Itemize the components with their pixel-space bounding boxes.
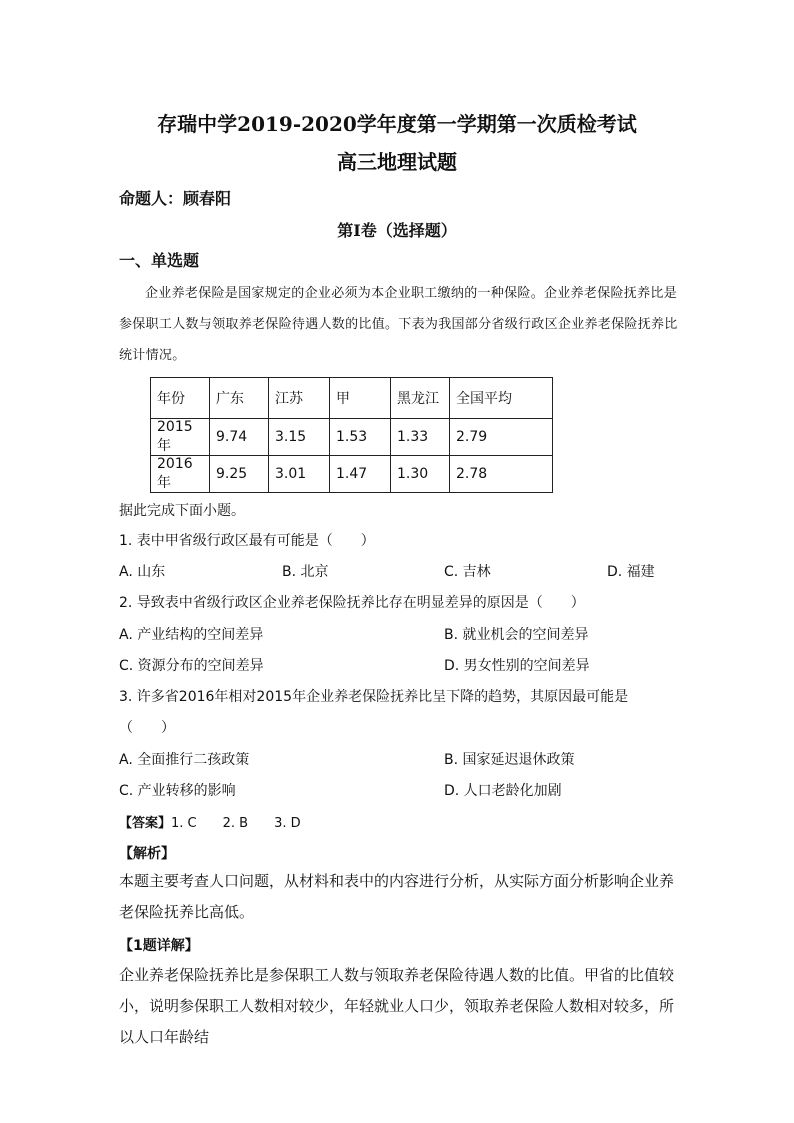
- question-2-option-c[interactable]: C. 资源分布的空间差异: [119, 658, 264, 674]
- question-3-option-b[interactable]: B. 国家延迟退休政策: [444, 752, 575, 768]
- question-1-option-a[interactable]: A. 山东: [119, 564, 166, 580]
- table-cell: 1.47: [330, 456, 391, 493]
- table-header-cell: 甲: [330, 378, 391, 419]
- exam-title: 存瑞中学2019-2020学年度第一学期第一次质检考试: [157, 112, 637, 136]
- analysis-text: 本题主要考查人口问题，从材料和表中的内容进行分析，从实际方面分析影响企业养老保险抚养比高低。: [119, 872, 675, 921]
- answer-label: 【答案】: [119, 816, 172, 831]
- question-2-stem: 2. 导致表中省级行政区企业养老保险抚养比存在明显差异的原因是（ ）: [119, 595, 585, 611]
- question-3-option-c[interactable]: C. 产业转移的影响: [119, 783, 236, 799]
- exam-subtitle: 高三地理试题: [337, 150, 457, 174]
- volume-heading: 第I卷（选择题）: [337, 221, 457, 240]
- detail-1-label: 【1题详解】: [119, 938, 199, 954]
- question-2-option-a[interactable]: A. 产业结构的空间差异: [119, 627, 264, 643]
- pension-ratio-table: [150, 377, 553, 493]
- author-line: 命题人：顾春阳: [119, 189, 232, 208]
- table-cell: 2016年: [151, 456, 210, 493]
- question-3-stem: 3. 许多省2016年相对2015年企业养老保险抚养比呈下降的趋势，其原因最可能是: [119, 689, 629, 705]
- table-cell: 9.25: [210, 456, 269, 493]
- section-heading: 一、单选题: [119, 251, 200, 270]
- table-cell: 2.79: [450, 419, 553, 456]
- question-1-option-c[interactable]: C. 吉林: [444, 564, 491, 580]
- table-cell: 3.15: [269, 419, 330, 456]
- instruction-text: 据此完成下面小题。: [119, 503, 245, 519]
- material-paragraph: 企业养老保险是国家规定的企业必须为本企业职工缴纳的一种保险。企业养老保险抚养比是参保职工人数与领取养老保险待遇人数的比值。下表为我国部分省级行政区企业养老保险抚养比统计情况。: [119, 286, 678, 363]
- question-2-option-b[interactable]: B. 就业机会的空间差异: [444, 627, 589, 643]
- table-cell: 9.74: [210, 419, 269, 456]
- analysis-label: 【解析】: [119, 846, 175, 862]
- answer-item: 1. C: [171, 816, 197, 831]
- answer-item: 2. B: [222, 816, 249, 831]
- table-header-row: [151, 378, 553, 419]
- question-3-option-a[interactable]: A. 全面推行二孩政策: [119, 752, 250, 768]
- table-cell: 3.01: [269, 456, 330, 493]
- table-cell: 1.53: [330, 419, 391, 456]
- question-1-option-b[interactable]: B. 北京: [282, 564, 329, 580]
- detail-1-text: 企业养老保险抚养比是参保职工人数与领取养老保险待遇人数的比值。甲省的比值较小，说明参保职工人数相对较少，年轻就业人口少，领取养老保险人数相对较多，所以人口年龄结: [119, 966, 675, 1046]
- table-row: [151, 456, 553, 493]
- table-cell: 2.78: [450, 456, 553, 493]
- table-cell: 1.33: [391, 419, 450, 456]
- table-header-cell: 黑龙江: [391, 378, 450, 419]
- table-header-cell: 年份: [151, 378, 210, 419]
- table-cell: 2015年: [151, 419, 210, 456]
- question-1-option-d[interactable]: D. 福建: [607, 564, 655, 580]
- table-header-cell: 广东: [210, 378, 269, 419]
- table-header-cell: 全国平均: [450, 378, 553, 419]
- answer-item: 3. D: [274, 816, 301, 831]
- table-header-cell: 江苏: [269, 378, 330, 419]
- answer-line: [119, 812, 301, 831]
- question-3-stem-cont: （ ）: [119, 720, 175, 736]
- question-1-stem: 1. 表中甲省级行政区最有可能是（ ）: [119, 533, 375, 549]
- table-cell: 1.30: [391, 456, 450, 493]
- question-2-option-d[interactable]: D. 男女性别的空间差异: [444, 658, 590, 674]
- table-row: [151, 419, 553, 456]
- question-3-option-d[interactable]: D. 人口老龄化加剧: [444, 783, 562, 799]
